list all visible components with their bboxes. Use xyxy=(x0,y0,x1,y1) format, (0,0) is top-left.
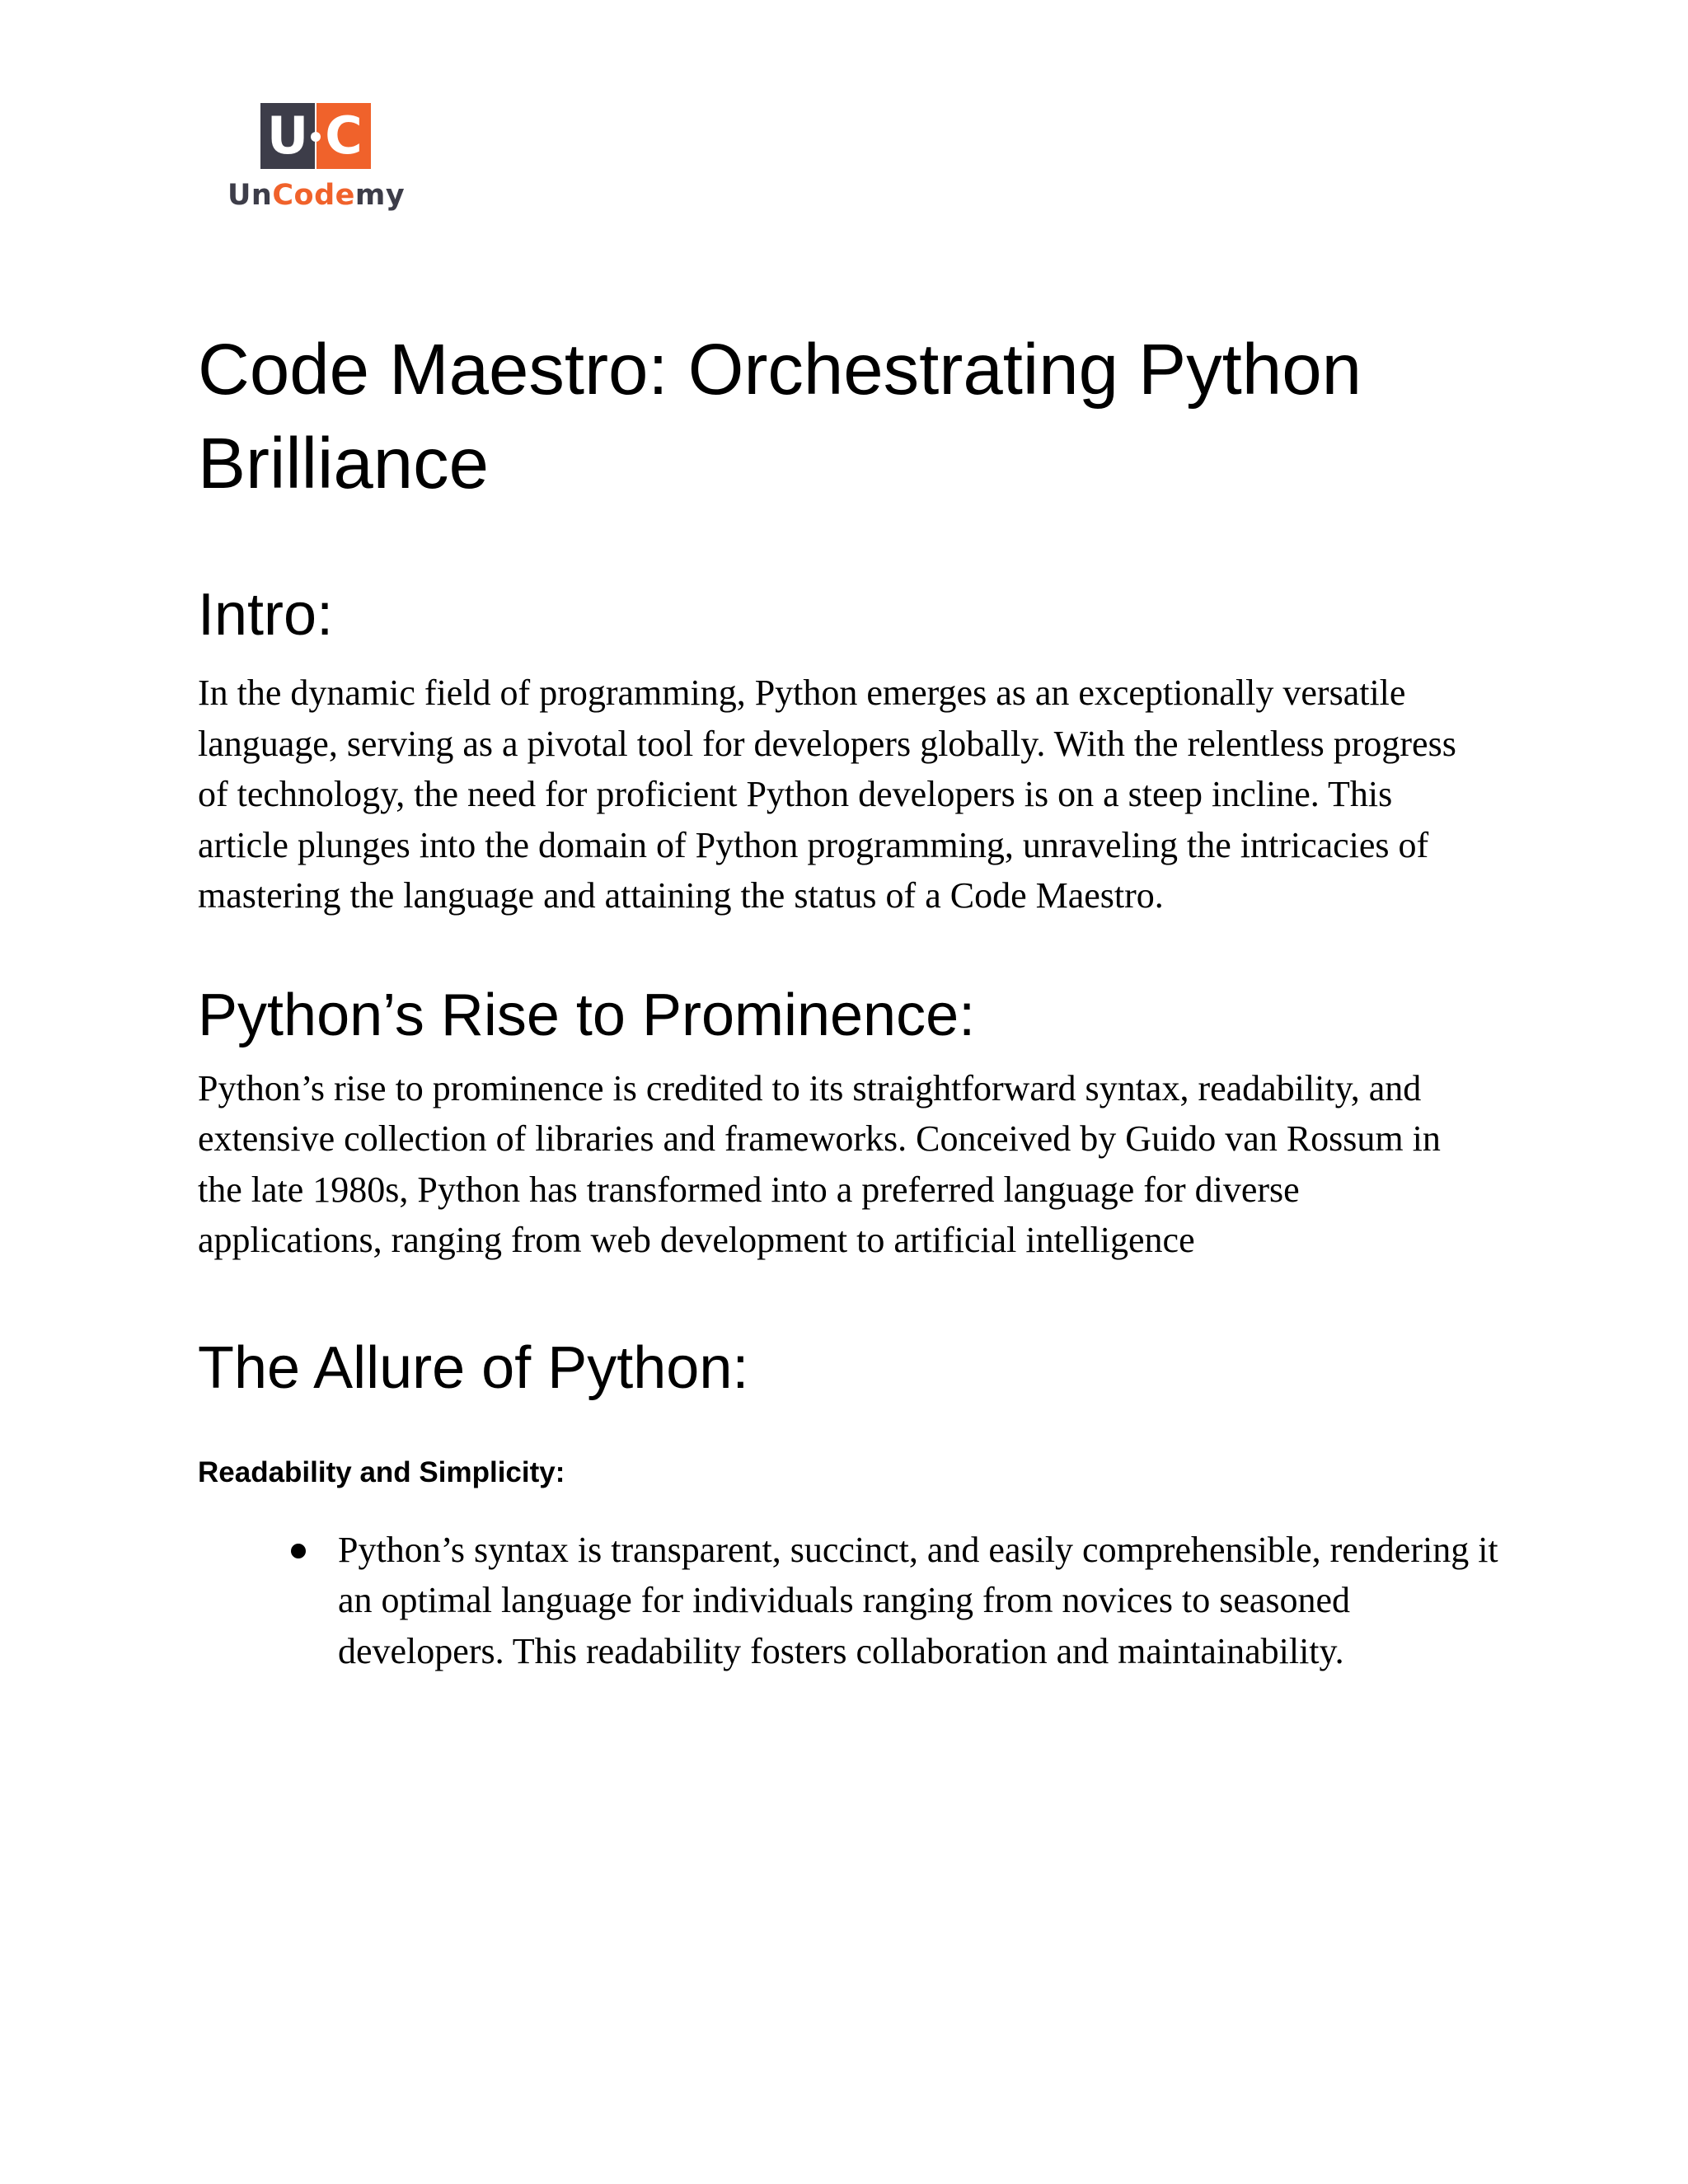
bullet-text: Python’s syntax is transparent, succinct, and easily comprehensible, rendering it an optimal language for individuals ranging from novices to seasoned developers. This readability fosters collaboration and maintainability. xyxy=(338,1529,1498,1671)
rise-paragraph: Python’s rise to prominence is credited to its straightforward syntax, readability, and extensive collection of libraries and frameworks. Conceived by Guido van Rossum in the late 1980s, Python has transformed into a preferred language for diverse applications, ranging from web development to artificial intelligence xyxy=(198,1067,1441,1260)
logo-word-code: Code xyxy=(272,179,355,212)
readability-bullet-list xyxy=(198,1525,1500,1677)
logo-mark xyxy=(260,103,371,169)
readability-subheading: Readability and Simplicity: xyxy=(198,1455,565,1488)
logo-word-my: my xyxy=(354,179,406,212)
rise-heading: Python’s Rise to Prominence: xyxy=(198,982,976,1048)
uncodemy-logo xyxy=(227,103,409,218)
logo-c-block xyxy=(316,103,371,169)
logo-letter-c: C xyxy=(325,105,363,166)
logo-u-block xyxy=(260,103,315,169)
intro-heading: Intro: xyxy=(198,582,334,648)
logo-wordmark xyxy=(227,179,405,212)
logo-word-un: Un xyxy=(227,179,273,212)
bullet-item xyxy=(198,1525,1508,1677)
page-title: Code Maestro: Orchestrating Python Brilliance xyxy=(198,330,1362,504)
bullet-icon xyxy=(291,1544,306,1558)
logo-letter-u: U xyxy=(266,105,309,166)
document-content xyxy=(198,323,1500,1676)
allure-heading: The Allure of Python: xyxy=(198,1334,749,1401)
logo-dot xyxy=(311,132,321,142)
intro-paragraph: In the dynamic field of programming, Python emerges as an exceptionally versatile language, serving as a pivotal tool for developers globally. With the relentless progress of technology, the need for proficient Python developers is on a steep incline. This article plunges into the domain of Python programming, unraveling the intricacies of mastering the language and attaining the status of a Code Maestro. xyxy=(198,673,1456,916)
